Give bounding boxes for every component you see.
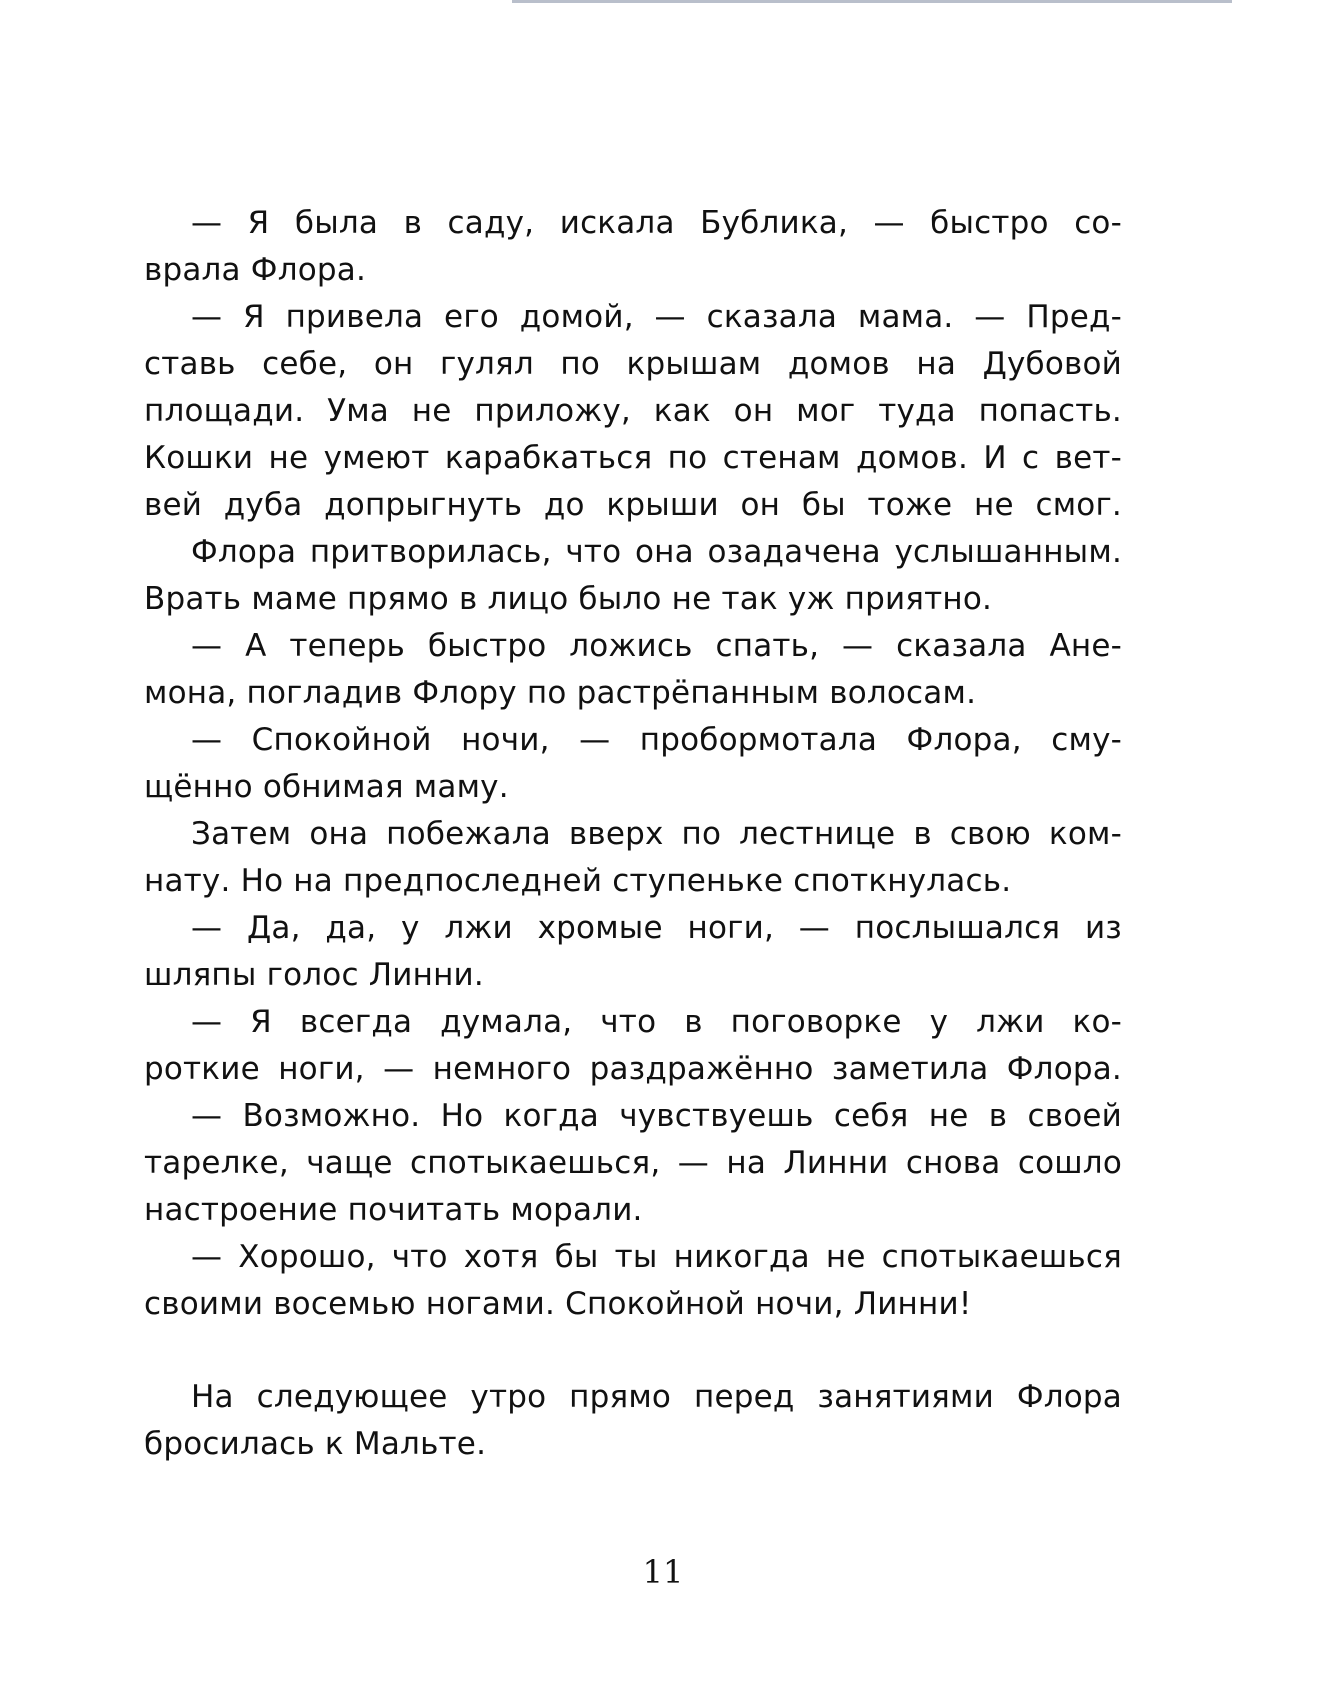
text-line: — Возможно. Но когда чувствуешь себя не в своей [191,1098,1122,1134]
text-line: — Спокойной ночи, — пробормотала Флора, сму- [191,722,1122,758]
text-line: — А теперь быстро ложись спать, — сказала Ане- [191,628,1122,664]
text-line: Флора притворилась, что она озадачена услышанным. [191,534,1122,570]
text-line: настроение почитать морали. [144,1192,643,1228]
text-line: Кошки не умеют карабкаться по стенам домов. И с вет- [144,440,1122,476]
text-line: мона, погладив Флору по растрёпанным волосам. [144,675,977,711]
text-line: своими восемью ногами. Спокойной ночи, Линни! [144,1286,972,1322]
text-line: — Я была в саду, искала Бублика, — быстро со- [191,205,1122,241]
text-line: площади. Ума не приложу, как он мог туда попасть. [144,393,1122,429]
text-line: — Да, да, у лжи хромые ноги, — послышался из [191,910,1122,946]
text-line: На следующее утро прямо перед занятиями Флора [191,1379,1122,1415]
text-line: бросилась к Мальте. [144,1426,487,1462]
text-line: Затем она побежала вверх по лестнице в свою ком- [191,816,1122,852]
section-break [144,1328,1122,1374]
text-line: щённо обнимая маму. [144,769,509,805]
text-line: ставь себе, он гулял по крышам домов на Дубовой [144,346,1122,382]
text-line: нату. Но на предпоследней ступеньке споткнулась. [144,863,1012,899]
text-line: роткие ноги, — немного раздражённо заметила Флора. [144,1051,1122,1087]
page-number: 11 [642,1553,684,1591]
text-line: вей дуба допрыгнуть до крыши он бы тоже не смог. [144,487,1122,523]
page-body-text [144,200,1122,1468]
text-line: — Я привела его домой, — сказала мама. — Пред- [191,299,1122,335]
text-line: тарелке, чаще спотыкаешься, — на Линни снова сошло [144,1145,1122,1181]
top-edge-rule [512,0,1232,3]
text-line: шляпы голос Линни. [144,957,484,993]
text-line: Врать маме прямо в лицо было не так уж приятно. [144,581,993,617]
text-line: — Я всегда думала, что в поговорке у лжи ко- [191,1004,1122,1040]
text-line: — Хорошо, что хотя бы ты никогда не спотыкаешься [191,1239,1122,1275]
text-line: врала Флора. [144,252,367,288]
